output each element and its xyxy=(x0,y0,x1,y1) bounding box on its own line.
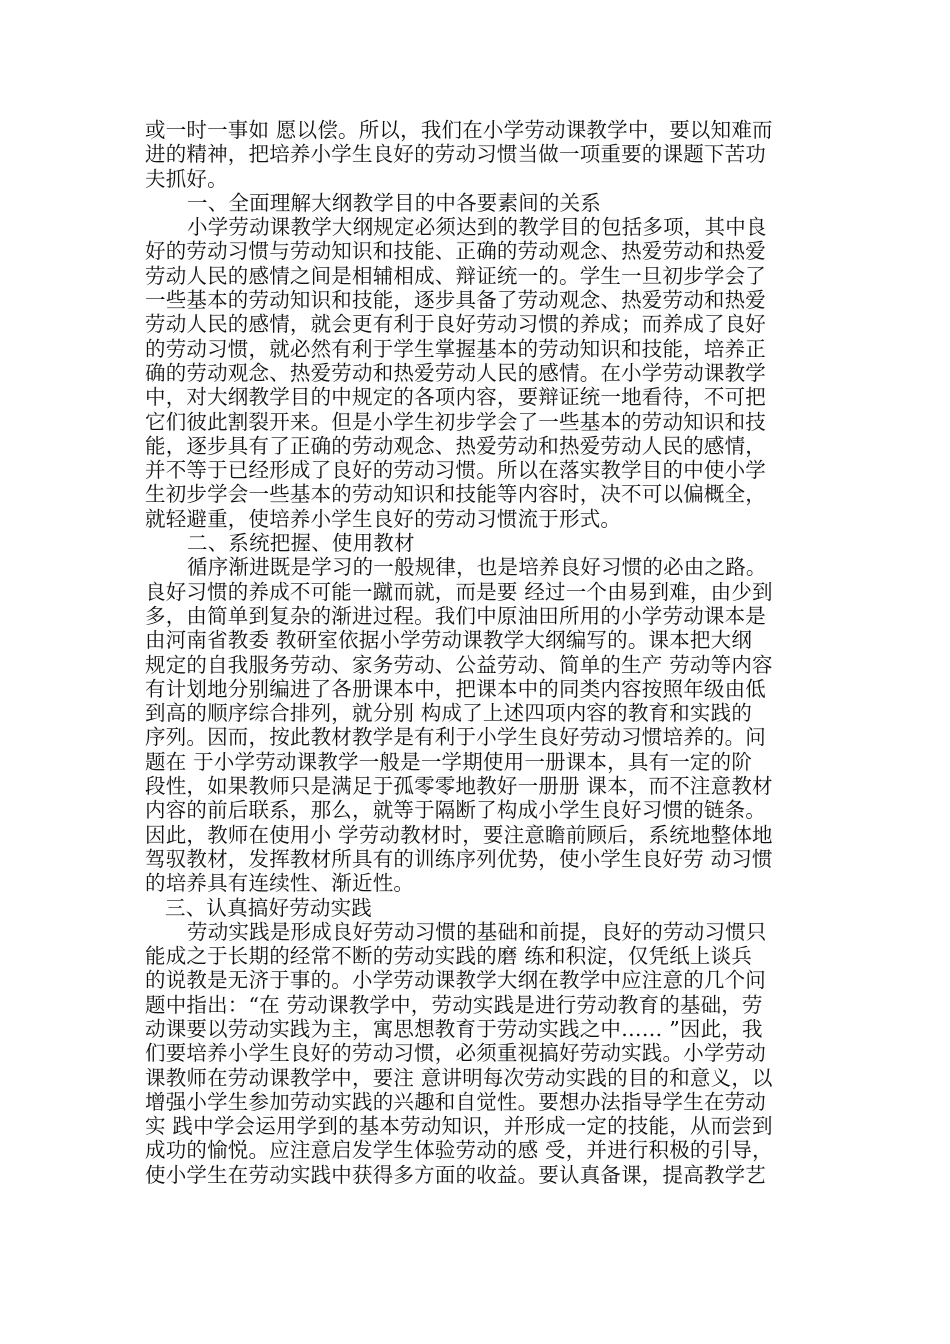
text-line: 段性，如果教师只是满足于孤零零地教好一册册 课本，而不注意教材 xyxy=(145,774,773,799)
text-line: 小学劳动课教学大纲规定必须达到的教学目的包括多项，其中良 xyxy=(187,215,767,240)
text-line: 增强小学生参加劳动实践的兴趣和自觉性。要想办法指导学生在劳动 xyxy=(145,1089,766,1114)
text-line: 生初步学会一些基本的劳动知识和技能等内容时，决不可以偏概全， xyxy=(145,482,766,507)
section-heading: 一、全面理解大纲教学目的中各要素间的关系 xyxy=(187,190,601,215)
text-line: 劳动人民的感情，就会更有利于良好劳动习惯的养成；而养成了良好 xyxy=(145,312,766,337)
text-line: 题在 于小学劳动课教学一般是一学期使用一册课本，具有一定的阶 xyxy=(145,749,753,774)
text-line: 循序渐进既是学习的一般规律，也是培养良好习惯的必由之路。 xyxy=(187,555,767,580)
text-line: 它们彼此割裂开来。但是小学生初步学会了一些基本的劳动知识和技 xyxy=(145,409,766,434)
text-line: 驾驭教材，发挥教材所具有的训练序列优势，使小学生良好劳 动习惯 xyxy=(145,846,773,871)
text-line: 的培养具有连续性、渐近性。 xyxy=(145,871,415,896)
text-line: 能成之于长期的经常不断的劳动实践的磨 练和积淀，仅凭纸上谈兵 xyxy=(145,944,753,969)
text-line: 因此，教师在使用小 学劳动教材时，要注意瞻前顾后，系统地整体地 xyxy=(145,822,773,847)
text-line: 中，对大纲教学目的中规定的各项内容，要辩证统一地看待，不可把 xyxy=(145,385,766,410)
text-line: 们要培养小学生良好的劳动习惯，必须重视搞好劳动实践。小学劳动 xyxy=(145,1041,766,1066)
text-line: 劳动人民的感情之间是相辅相成、辩证统一的。学生一旦初步学会了 xyxy=(145,263,766,288)
text-line: 动课要以劳动实践为主，寓思想教育于劳动实践之中…… ”因此，我 xyxy=(145,1016,763,1041)
text-line: 的说教是无济于事的。小学劳动课教学大纲在教学中应注意的几个问 xyxy=(145,968,766,993)
text-line: 规定的自我服务劳动、家务劳动、公益劳动、简单的生产 劳动等内容 xyxy=(145,652,773,677)
text-line: 序列。因而，按此教材教学是有利于小学生良好劳动习惯培养的。问 xyxy=(145,725,766,750)
text-line: 的劳动习惯，就必然有利于学生掌握基本的劳动知识和技能，培养正 xyxy=(145,336,766,361)
text-line: 使小学生在劳动实践中获得多方面的收益。要认真备课，提高教学艺 xyxy=(145,1162,766,1187)
text-line: 就轻避重，使培养小学生良好的劳动习惯流于形式。 xyxy=(145,506,622,531)
section-heading: 三、认真搞好劳动实践 xyxy=(165,895,372,920)
text-line: 内容的前后联系，那么，就等于隔断了构成小学生良好习惯的链条。 xyxy=(145,798,766,823)
text-line: 或一时一事如 愿以偿。所以，我们在小学劳动课教学中，要以知难而 xyxy=(145,118,773,142)
text-line: 良好习惯的养成不可能一蹴而就，而是要 经过一个由易到难，由少到 xyxy=(145,579,773,604)
text-line: 一些基本的劳动知识和技能，逐步具备了劳动观念、热爱劳动和热爱 xyxy=(145,288,766,313)
document-body xyxy=(145,118,810,1187)
text-line: 有计划地分别编进了各册课本中，把课本中的同类内容按照年级由低 xyxy=(145,676,766,701)
text-line: 实 践中学会运用学到的基本劳动知识，并形成一定的技能，从而尝到 xyxy=(145,1114,773,1139)
section-heading: 二、系统把握、使用教材 xyxy=(187,531,415,556)
text-line: 确的劳动观念、热爱劳动和热爱劳动人民的感情。在小学劳动课教学 xyxy=(145,360,766,385)
text-line: 劳动实践是形成良好劳动习惯的基础和前提，良好的劳动习惯只 xyxy=(187,919,767,944)
text-line: 由河南省教委 教研室依据小学劳动课教学大纲编写的。课本把大纲 xyxy=(145,628,753,653)
text-line: 成功的愉悦。应注意启发学生体验劳动的感 受，并进行积极的引导， xyxy=(145,1138,773,1163)
text-line: 能，逐步具有了正确的劳动观念、热爱劳动和热爱劳动人民的感情， xyxy=(145,433,766,458)
text-line: 多，由简单到复杂的渐进过程。我们中原油田所用的小学劳动课本是 xyxy=(145,603,766,628)
text-line: 到高的顺序综合排列，就分别 构成了上述四项内容的教育和实践的 xyxy=(145,701,753,726)
text-line: 夫抓好。 xyxy=(145,166,228,191)
text-line: 课教师在劳动课教学中，要注 意讲明每次劳动实践的目的和意义，以 xyxy=(145,1065,773,1090)
text-line: 好的劳动习惯与劳动知识和技能、正确的劳动观念、热爱劳动和热爱 xyxy=(145,239,766,264)
text-line: 进的精神，把培养小学生良好的劳动习惯当做一项重要的课题下苦功 xyxy=(145,142,766,167)
text-line: 题中指出：“在 劳动课教学中，劳动实践是进行劳动教育的基础，劳 xyxy=(145,992,763,1017)
text-line: 并不等于已经形成了良好的劳动习惯。所以在落实教学目的中使小学 xyxy=(145,458,766,483)
